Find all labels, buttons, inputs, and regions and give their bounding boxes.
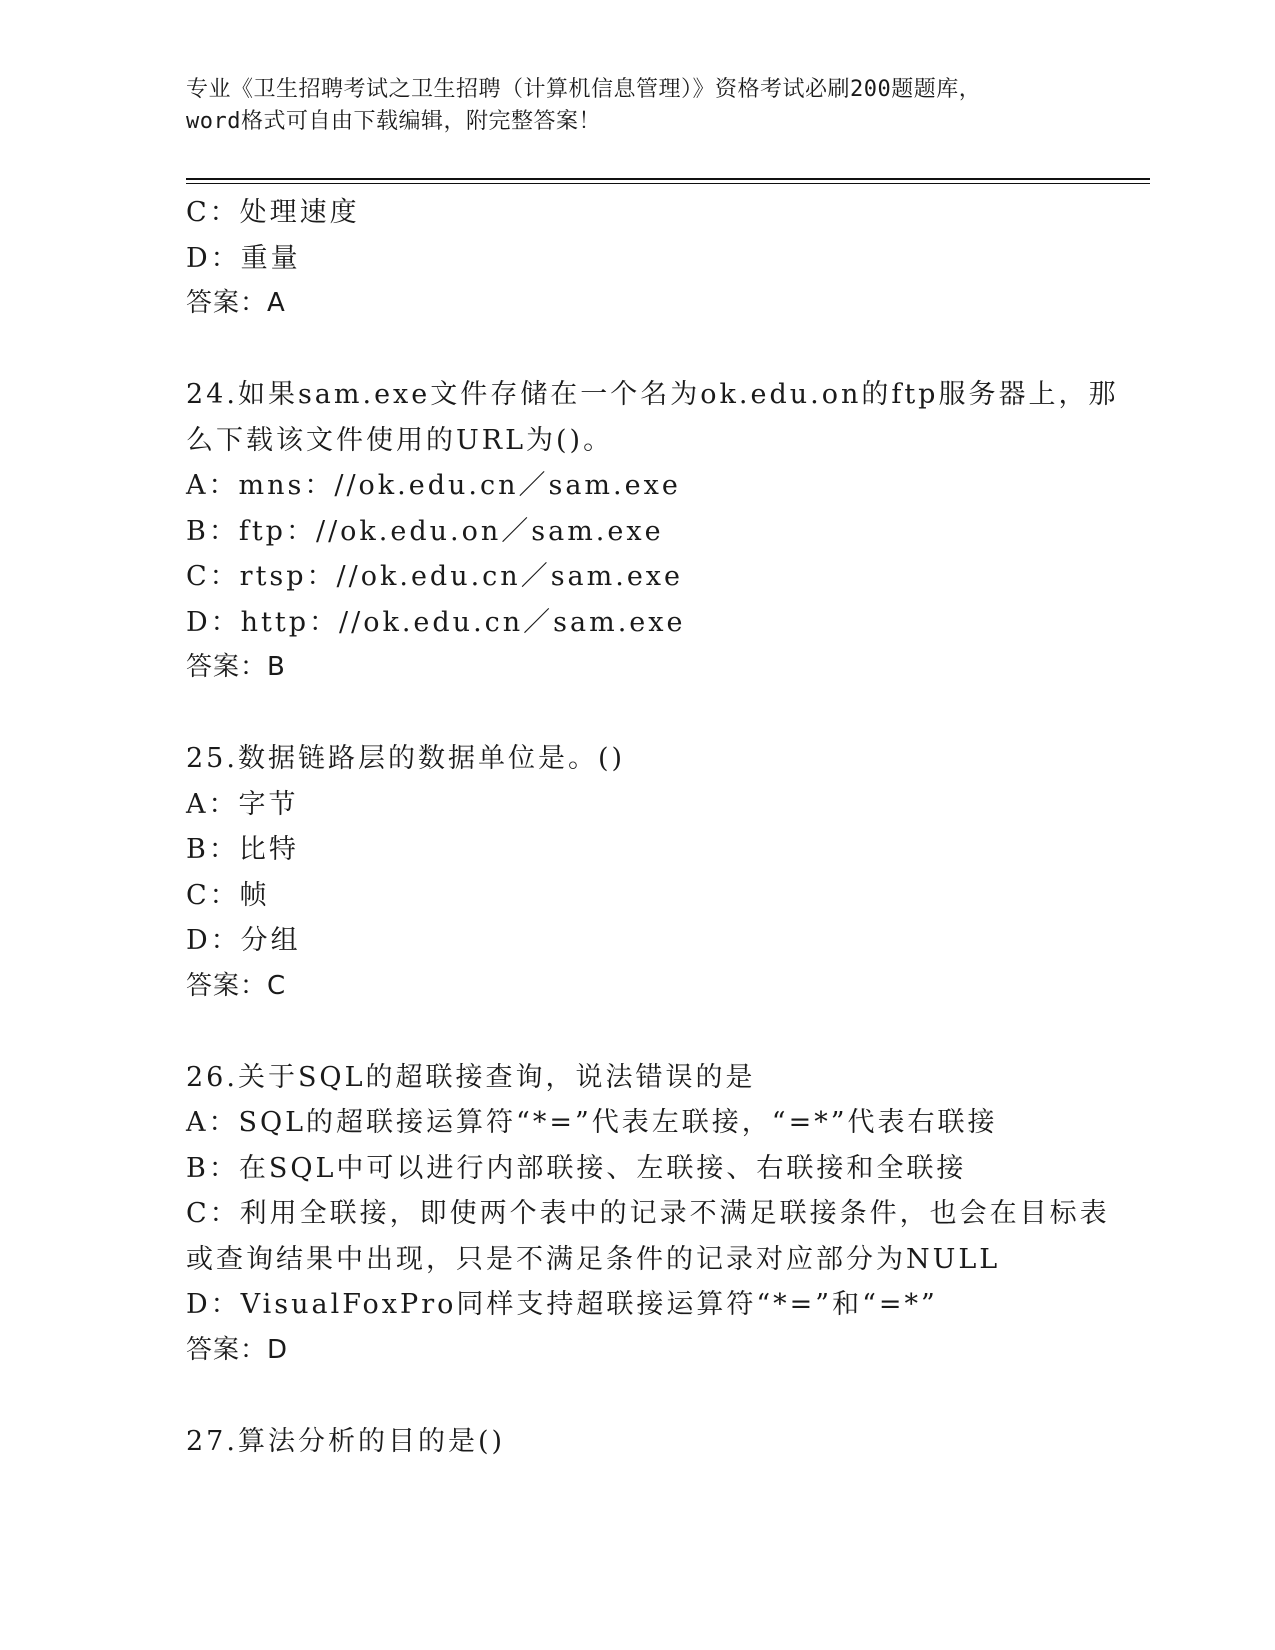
question-stem: 27.算法分析的目的是() bbox=[186, 1425, 506, 1457]
question-25 bbox=[186, 736, 1150, 1009]
option-d: D：重量 bbox=[186, 242, 301, 274]
option-b: B：ftp：//ok.edu.on／sam.exe bbox=[186, 515, 664, 547]
question-list bbox=[186, 190, 1150, 1464]
option-b: B：比特 bbox=[186, 834, 299, 865]
question-stem: 26.关于SQL的超联接查询，说法错误的是 bbox=[186, 1061, 756, 1093]
question-stem: 24.如果sam.exe文件存储在一个名为ok.edu.on的ftp服务器上，那 bbox=[186, 379, 1119, 410]
spacer bbox=[186, 691, 1150, 737]
question-stem: 25.数据链路层的数据单位是。() bbox=[186, 743, 626, 774]
answer-label: 答案：A bbox=[186, 288, 286, 318]
option-d: D：分组 bbox=[186, 925, 301, 956]
spacer bbox=[186, 1009, 1150, 1055]
question-24 bbox=[186, 372, 1150, 691]
header-rule-thin bbox=[186, 183, 1150, 184]
page-header bbox=[186, 74, 1086, 138]
option-d: D：http：//ok.edu.cn／sam.exe bbox=[186, 606, 686, 638]
answer-label: 答案：D bbox=[186, 1334, 289, 1365]
option-b: B：在SQL中可以进行内部联接、左联接、右联接和全联接 bbox=[186, 1152, 967, 1184]
header-line-2: word格式可自由下载编辑，附完整答案！ bbox=[186, 109, 601, 134]
header-line-1: 专业《卫生招聘考试之卫生招聘（计算机信息管理）》资格考试必刷200题题库， bbox=[186, 77, 982, 102]
spacer bbox=[186, 327, 1150, 373]
option-a: A：字节 bbox=[186, 788, 299, 820]
option-c: C：帧 bbox=[186, 879, 270, 911]
answer-label: 答案：C bbox=[186, 970, 287, 1001]
question-stem-continued: 么下载该文件使用的URL为()。 bbox=[186, 424, 614, 456]
answer-label: 答案：B bbox=[186, 652, 286, 682]
question-26 bbox=[186, 1055, 1150, 1374]
spacer bbox=[186, 1373, 1150, 1419]
option-a: A：mns：//ok.edu.cn／sam.exe bbox=[186, 470, 681, 501]
option-c: C：rtsp：//ok.edu.cn／sam.exe bbox=[186, 561, 684, 592]
option-d: D：VisualFoxPro同样支持超联接运算符“*=”和“=*” bbox=[186, 1289, 938, 1320]
option-c: C：利用全联接，即使两个表中的记录不满足联接条件，也会在目标表 bbox=[186, 1198, 1110, 1229]
option-a: A：SQL的超联接运算符“*=”代表左联接，“=*”代表右联接 bbox=[186, 1107, 998, 1138]
question-23-tail bbox=[186, 190, 1150, 327]
question-27 bbox=[186, 1419, 1150, 1465]
option-c-continued: 或查询结果中出现，只是不满足条件的记录对应部分为NULL bbox=[186, 1243, 1001, 1275]
header-rule-thick bbox=[186, 178, 1150, 180]
option-c: C：处理速度 bbox=[186, 197, 360, 228]
